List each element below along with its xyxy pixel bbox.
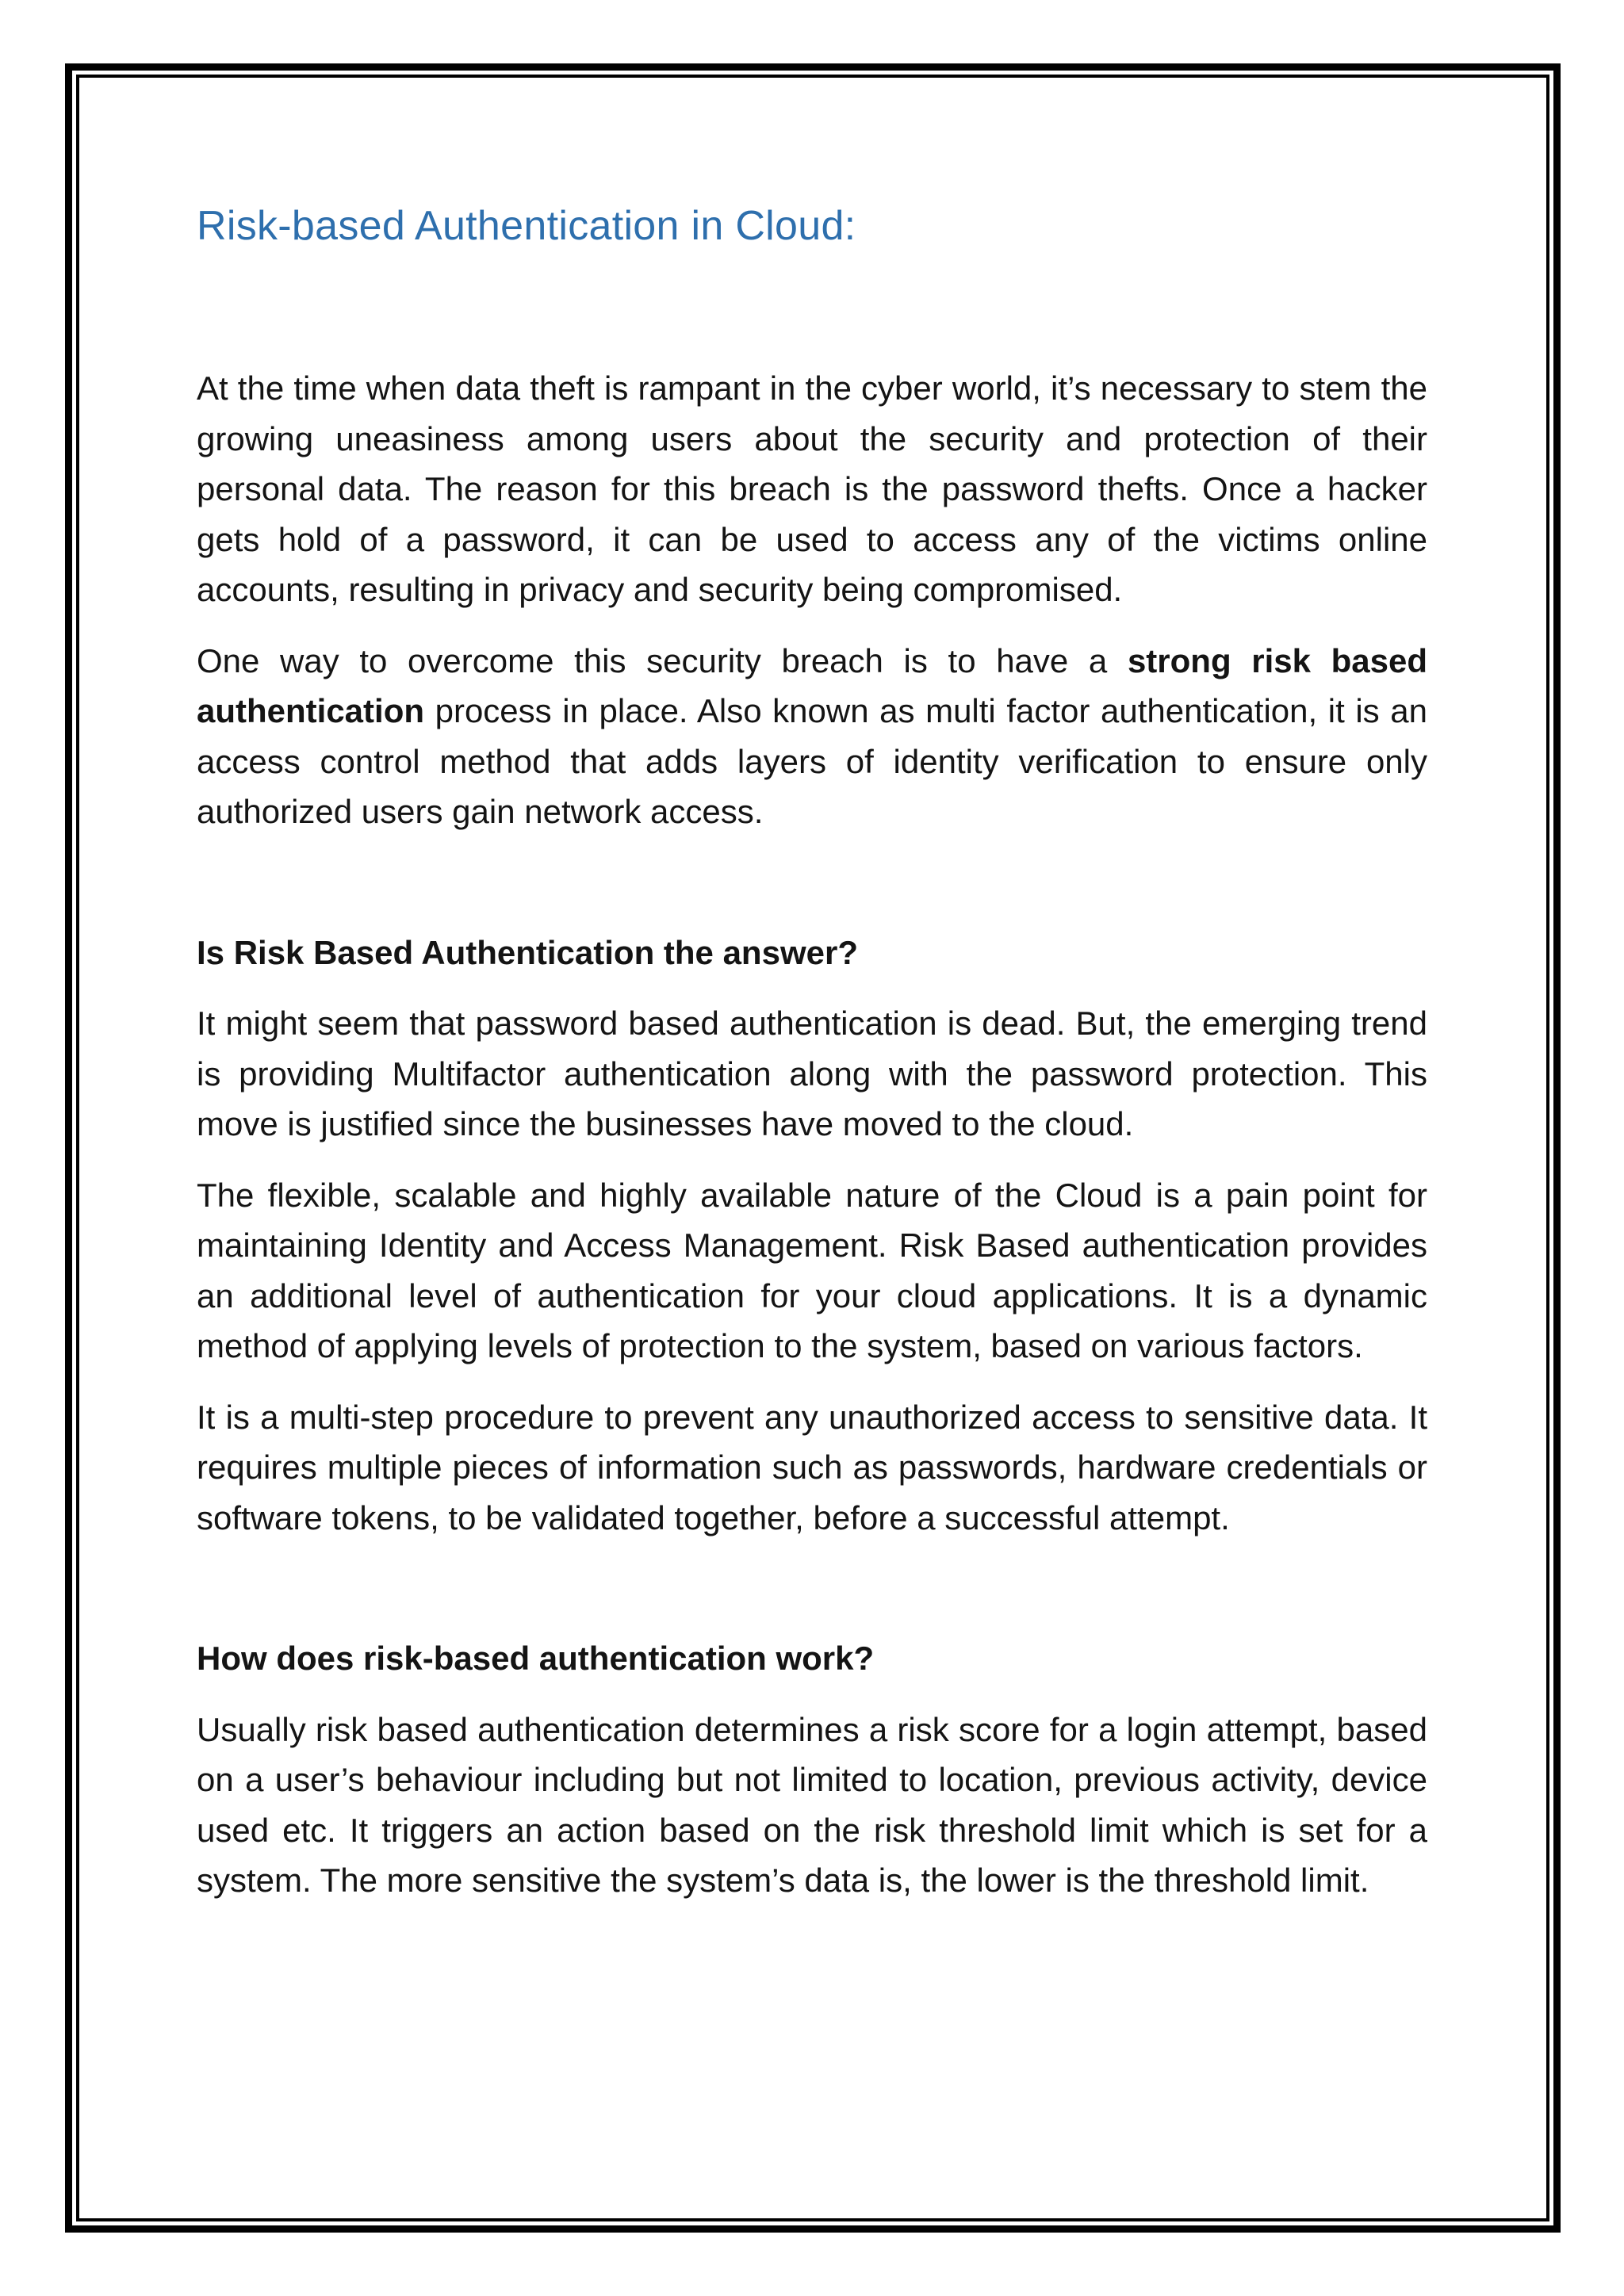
section-heading-answer: Is Risk Based Authentication the answer? [197, 933, 858, 971]
document-title: Risk-based Authentication in Cloud: [197, 203, 856, 249]
section2-paragraph-1: Usually risk based authentication determines a risk score for a login attempt, based on a user’s behaviour including but not limited to location, previous activity, device used etc. It triggers an action based on the risk threshold limit which is set for a system. The more sensitive the system’s data is, the lower is the threshold limit. [197, 1710, 1427, 1899]
intro-paragraph-1: At the time when data theft is rampant in the cyber world, it’s necessary to stem the growing uneasiness among users about the security and protection of their personal data. The reason for this breach is the password thefts. Once a hacker gets hold of a password, it can be used to access any of the victims online accounts, resulting in privacy and security being compromised. [197, 369, 1427, 608]
intro-paragraph-2-start: One way to overcome this security breach is to have a [197, 641, 1128, 679]
section1-paragraph-1: It might seem that password based authentication is dead. But, the emerging trend is providing Multifactor authentication along with the password protection. This move is justified since the businesses have moved to the cloud. [197, 1004, 1427, 1142]
intro-paragraph-2 [197, 636, 1427, 837]
intro-paragraph-2-emphasis: strong risk based authentication [197, 641, 1428, 729]
section-heading-how-it-works: How does risk-based authentication work? [197, 1640, 875, 1677]
intro-paragraph-2-end: process in place. Also known as multi factor authentication, it is an access control method that adds layers of identity verification to ensure only authorized users gain network access. [197, 692, 1427, 830]
section1-paragraph-2: The flexible, scalable and highly available nature of the Cloud is a pain point for maintaining Identity and Access Management. Risk Based authentication provides an additional level of authentication for your cloud applications. It is a dynamic method of applying levels of protection to the system, based on various factors. [197, 1176, 1427, 1364]
section1-paragraph-3: It is a multi-step procedure to prevent any unauthorized access to sensitive data. It requires multiple pieces of information such as passwords, hardware credentials or software tokens, to be validated together, before a successful attempt. [197, 1398, 1427, 1536]
document-body [197, 198, 1427, 1906]
